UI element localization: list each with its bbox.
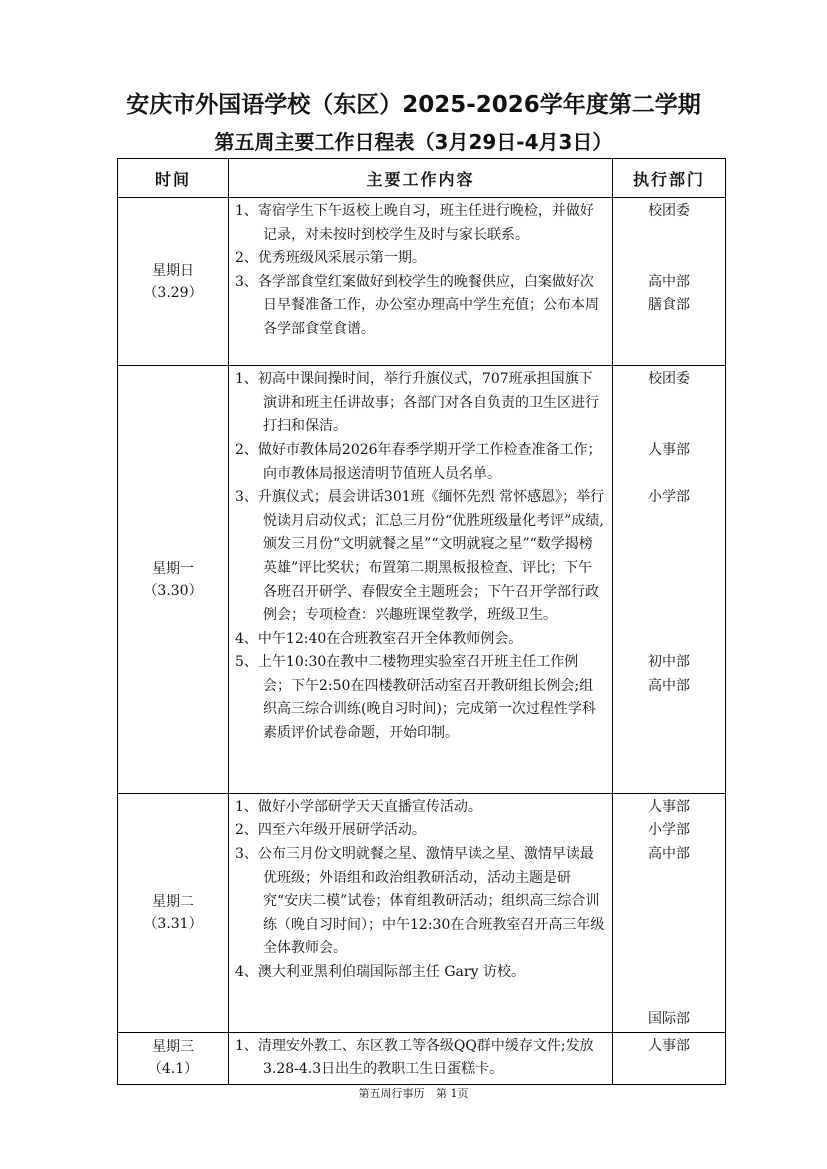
header-dept: 执行部门	[613, 159, 726, 198]
dept-line	[613, 746, 725, 770]
day-date: （3.29）	[143, 284, 203, 301]
dept-line	[613, 533, 725, 557]
day-row	[118, 1032, 726, 1084]
document-subtitle: 第五周主要工作日程表（3月29日-4月3日）	[214, 130, 613, 154]
work-item: 1、寄宿学生下午返校上晚自习，班主任进行晚检，并做好记录，对未按时到校学生及时与家长联系。	[235, 203, 594, 243]
dept-line: 人事部	[648, 798, 690, 815]
day-cell	[118, 198, 229, 366]
dept-line	[613, 557, 725, 581]
dept-line: 小学部	[648, 489, 690, 506]
dept-line	[613, 463, 725, 487]
dept-line	[613, 769, 725, 793]
dept-line	[613, 224, 725, 248]
work-item: 2、优秀班级风采展示第一期。	[235, 250, 426, 267]
dept-line: 国际部	[648, 1011, 690, 1028]
footer-page-number: 第 1页	[436, 1087, 469, 1100]
day-name: 星期三	[152, 1039, 194, 1056]
work-item: 3、各学部食堂红案做好到校学生的晚餐供应，白案做好次日早餐准备工作，办公室办理高中学生充值；公布本周各学部食堂食谱。	[235, 273, 599, 337]
day-name: 星期二	[152, 893, 194, 910]
dept-line	[613, 698, 725, 722]
dept-cell	[613, 793, 726, 1032]
dept-line	[613, 961, 725, 985]
dept-line	[613, 1058, 725, 1082]
header-row	[118, 159, 726, 198]
schedule-table	[117, 158, 726, 1085]
dept-line	[613, 937, 725, 961]
dept-line	[613, 510, 725, 534]
day-date: （4.1）	[147, 1061, 199, 1078]
dept-line: 高中部	[648, 846, 690, 863]
work-item: 4、中午12:40在合班教室召开全体教师例会。	[235, 630, 523, 647]
dept-line: 人事部	[648, 1037, 690, 1054]
dept-line	[613, 415, 725, 439]
work-item: 4、澳大利亚黑利伯瑞国际部主任 Gary 访校。	[235, 964, 525, 980]
dept-line: 高中部	[648, 677, 690, 694]
day-row	[118, 793, 726, 1032]
dept-line	[613, 392, 725, 416]
dept-cell	[613, 198, 726, 366]
dept-cell	[613, 366, 726, 794]
header-time: 时间	[118, 159, 229, 198]
dept-line	[613, 604, 725, 628]
work-item: 2、做好市教体局2026年春季学期开学工作检查准备工作；向市教体局报送清明节值班人员名单。	[235, 441, 602, 482]
dept-line	[613, 318, 725, 342]
dept-line	[613, 628, 725, 652]
work-item: 1、初高中课间操时间，举行升旗仪式，707班承担国旗下演讲和班主任讲故事；各部门对各自负责的卫生区进行打扫和保洁。	[235, 371, 599, 435]
work-content-cell	[229, 366, 613, 794]
dept-line: 高中部	[648, 273, 690, 290]
day-date: （3.31）	[143, 915, 203, 932]
dept-line	[613, 581, 725, 605]
day-cell	[118, 1032, 229, 1084]
work-content-cell	[229, 198, 613, 366]
footer-title: 第五周行事历	[358, 1087, 425, 1100]
dept-line: 初中部	[648, 654, 690, 671]
work-item: 3、升旗仪式；晨会讲话301班《缅怀先烈 常怀感恩》；举行悦读月启动仪式；汇总三月份“优胜班级量化考评”成绩,颁发三月份“文明就餐之星”“文明就寝之星”“数学揭榜英雄”评比奖状；布置第二期黑板报检查、评比；下午各班召开研学、春假安全主题班会；下午召开学部行政例会；专项检查：兴趣班课堂教学，班级卫生。	[235, 489, 605, 624]
document-title: 安庆市外国语学校（东区）2025-2026学年度第二学期	[126, 92, 701, 118]
work-item: 3、公布三月份文明就餐之星、激情早读之星、激情早读最优班级；外语组和政治组教研活动，活动主题是研究“安庆二模”试卷；体育组教研活动；组织高三综合训练（晚自习时间）；中午12:30在合班教室召开高三年级全体教师会。	[235, 846, 605, 957]
dept-line	[613, 342, 725, 366]
header-content: 主要工作内容	[229, 159, 613, 198]
work-item: 1、做好小学部研学天天直播宣传活动。	[235, 798, 482, 815]
work-item: 5、上午10:30在教中二楼物理实验室召开班主任工作例会；下午2:50在四楼教研活动室召开教研组长例会;组织高三综合训练(晚自习时间)；完成第一次过程性学科素质评价试卷命题，开始印制。	[235, 654, 596, 742]
work-item: 2、四至六年级开展研学活动。	[235, 822, 426, 839]
work-item: 1、清理安外教工、东区教工等各级QQ群中缓存文件;发放3.28-4.3日出生的教职工生日蛋糕卡。	[235, 1037, 594, 1078]
day-name: 星期日	[152, 262, 194, 279]
page-footer	[0, 1085, 827, 1101]
day-date: （3.30）	[143, 582, 203, 599]
day-row	[118, 198, 726, 366]
work-content-cell	[229, 793, 613, 1032]
dept-line: 小学部	[648, 822, 690, 839]
day-row	[118, 366, 726, 794]
work-content-cell	[229, 1032, 613, 1084]
dept-line	[613, 867, 725, 891]
dept-line: 人事部	[648, 441, 690, 458]
day-cell	[118, 366, 229, 794]
day-name: 星期一	[152, 560, 194, 577]
dept-cell	[613, 1032, 726, 1084]
dept-line	[613, 890, 725, 914]
dept-line: 校团委	[648, 371, 690, 388]
dept-line: 膳食部	[648, 297, 690, 314]
dept-line	[613, 914, 725, 938]
day-cell	[118, 793, 229, 1032]
dept-line	[613, 247, 725, 271]
dept-line: 校团委	[648, 203, 690, 219]
dept-line	[613, 722, 725, 746]
dept-line	[613, 985, 725, 1009]
